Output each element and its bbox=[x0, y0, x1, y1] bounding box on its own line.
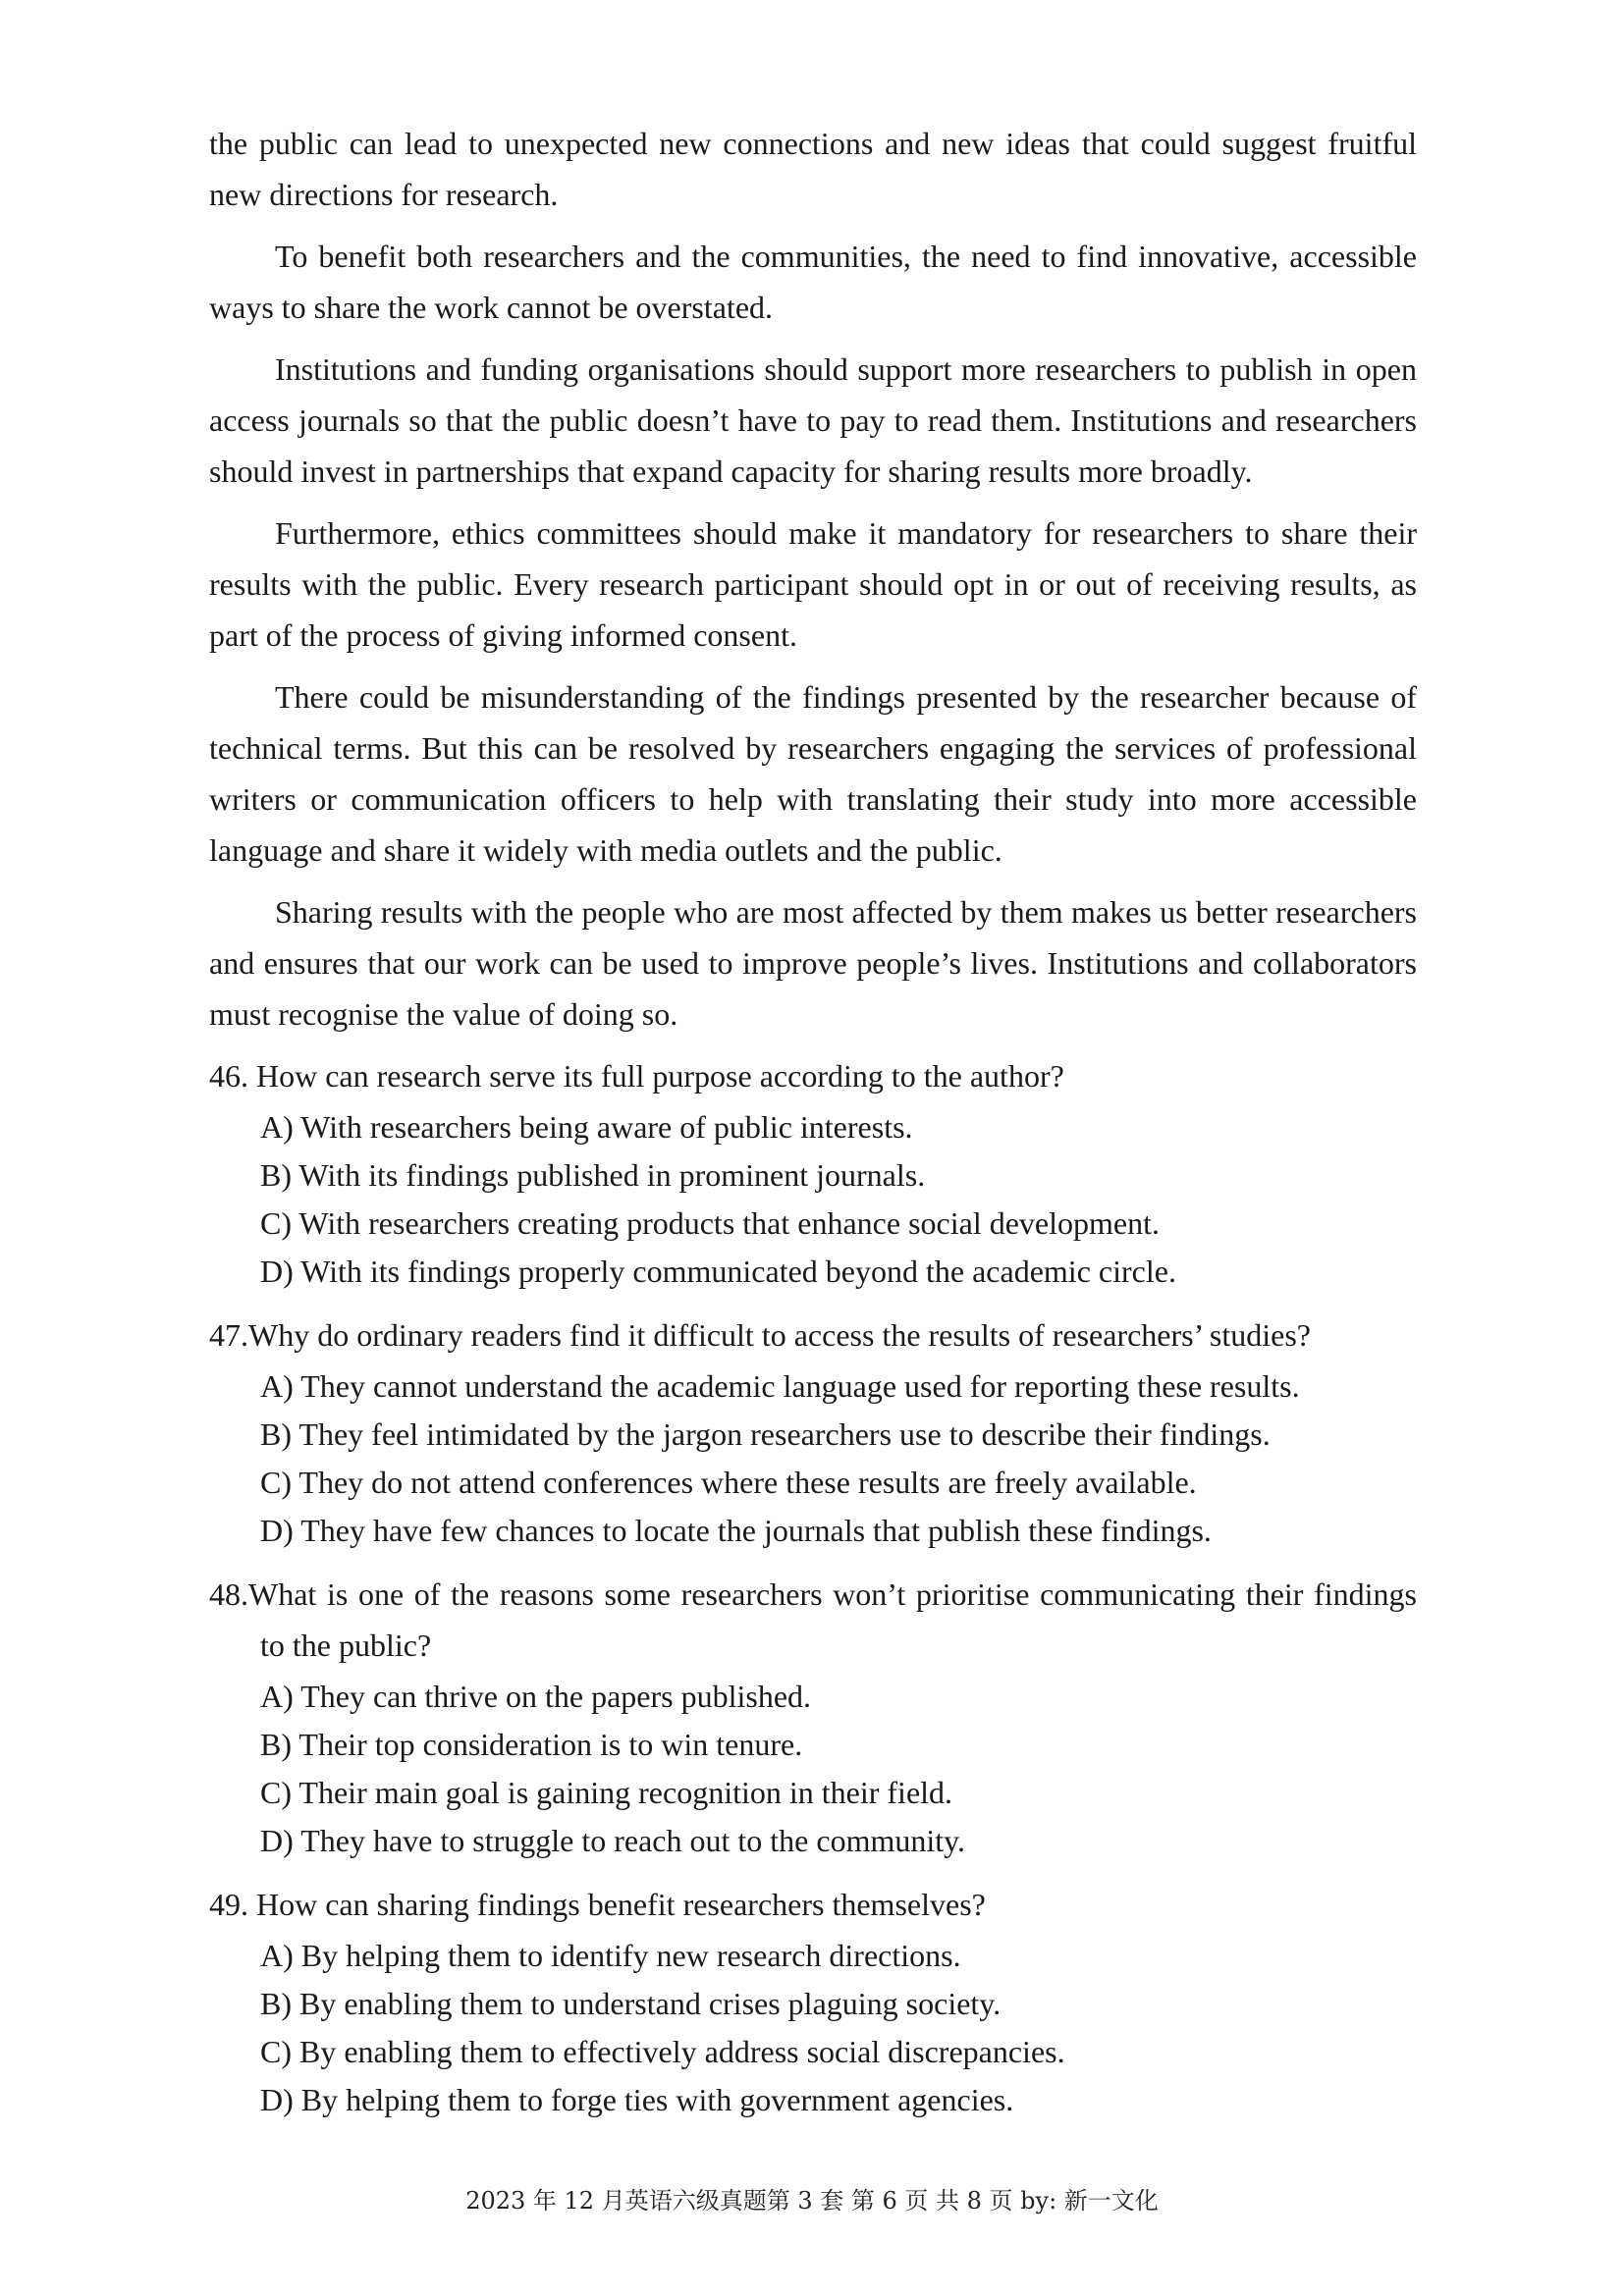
questions bbox=[209, 1050, 1417, 2124]
option-c: C) With researchers creating products that enhance social development. bbox=[260, 1205, 1160, 1241]
question-49 bbox=[209, 1879, 1417, 2124]
option-d: D) They have to struggle to reach out to the community. bbox=[260, 1823, 966, 1858]
paragraph: To benefit both researchers and the communities, the need to find innovative, accessible ways to share the work cannot be overstated. bbox=[209, 239, 1417, 325]
option-d: D) With its findings properly communicated beyond the academic circle. bbox=[260, 1254, 1176, 1289]
question-stem: 46. How can research serve its full purpose according to the author? bbox=[209, 1058, 1064, 1094]
option-list bbox=[260, 1932, 1417, 2124]
option-a: A) They can thrive on the papers published. bbox=[260, 1679, 812, 1714]
option-d: D) By helping them to forge ties with government agencies. bbox=[260, 2082, 1014, 2117]
question-48 bbox=[209, 1569, 1417, 1865]
paragraph: Sharing results with the people who are most affected by them makes us better researchers and ensures that our work can be used to improve people’s lives. Institutions and collaborators must recognise the value of doing so. bbox=[209, 894, 1417, 1032]
page-footer: 2023 年 12 月英语六级真题第 3 套 第 6 页 共 8 页 by: 新一文化 bbox=[465, 2187, 1159, 2215]
question-stem: 48.What is one of the reasons some researchers won’t prioritise communicating their findings to the public? bbox=[209, 1576, 1417, 1663]
option-a: A) By helping them to identify new research directions. bbox=[260, 1938, 961, 1973]
passage bbox=[209, 118, 1417, 1040]
paragraph: the public can lead to unexpected new connections and new ideas that could suggest fruitful new directions for research. bbox=[209, 126, 1417, 212]
paragraph: Institutions and funding organisations should support more researchers to publish in open access journals so that the public doesn’t have to pay to read them. Institutions and researchers should invest in partnerships that expand capacity for sharing results more broadly. bbox=[209, 351, 1417, 489]
option-list bbox=[260, 1673, 1417, 1865]
paragraph: Furthermore, ethics committees should make it mandatory for researchers to share their results with the public. Every research participant should opt in or out of receiving results, as part of the process of giving informed consent. bbox=[209, 515, 1417, 653]
option-c: C) By enabling them to effectively address social discrepancies. bbox=[260, 2034, 1065, 2069]
question-46 bbox=[209, 1050, 1417, 1296]
option-b: B) Their top consideration is to win tenure. bbox=[260, 1727, 803, 1762]
question-stem: 49. How can sharing findings benefit researchers themselves? bbox=[209, 1887, 986, 1922]
option-d: D) They have few chances to locate the journals that publish these findings. bbox=[260, 1513, 1212, 1548]
option-b: B) By enabling them to understand crises plaguing society. bbox=[260, 1986, 1001, 2021]
option-b: B) They feel intimidated by the jargon researchers use to describe their findings. bbox=[260, 1416, 1271, 1452]
option-a: A) They cannot understand the academic language used for reporting these results. bbox=[260, 1368, 1300, 1404]
option-list bbox=[260, 1103, 1417, 1296]
option-c: C) They do not attend conferences where these results are freely available. bbox=[260, 1465, 1197, 1500]
document-page bbox=[209, 118, 1417, 2138]
option-c: C) Their main goal is gaining recognition in their field. bbox=[260, 1775, 953, 1810]
question-stem: 47.Why do ordinary readers find it difficult to access the results of researchers’ studies? bbox=[209, 1317, 1311, 1353]
option-b: B) With its findings published in prominent journals. bbox=[260, 1157, 926, 1193]
paragraph: There could be misunderstanding of the findings presented by the researcher because of technical terms. But this can be resolved by researchers engaging the services of professional writers or communication officers to help with translating their study into more accessible language and share it widely with media outlets and the public. bbox=[209, 679, 1417, 868]
option-a: A) With researchers being aware of public interests. bbox=[260, 1109, 913, 1145]
option-list bbox=[260, 1362, 1417, 1555]
question-47 bbox=[209, 1309, 1417, 1555]
